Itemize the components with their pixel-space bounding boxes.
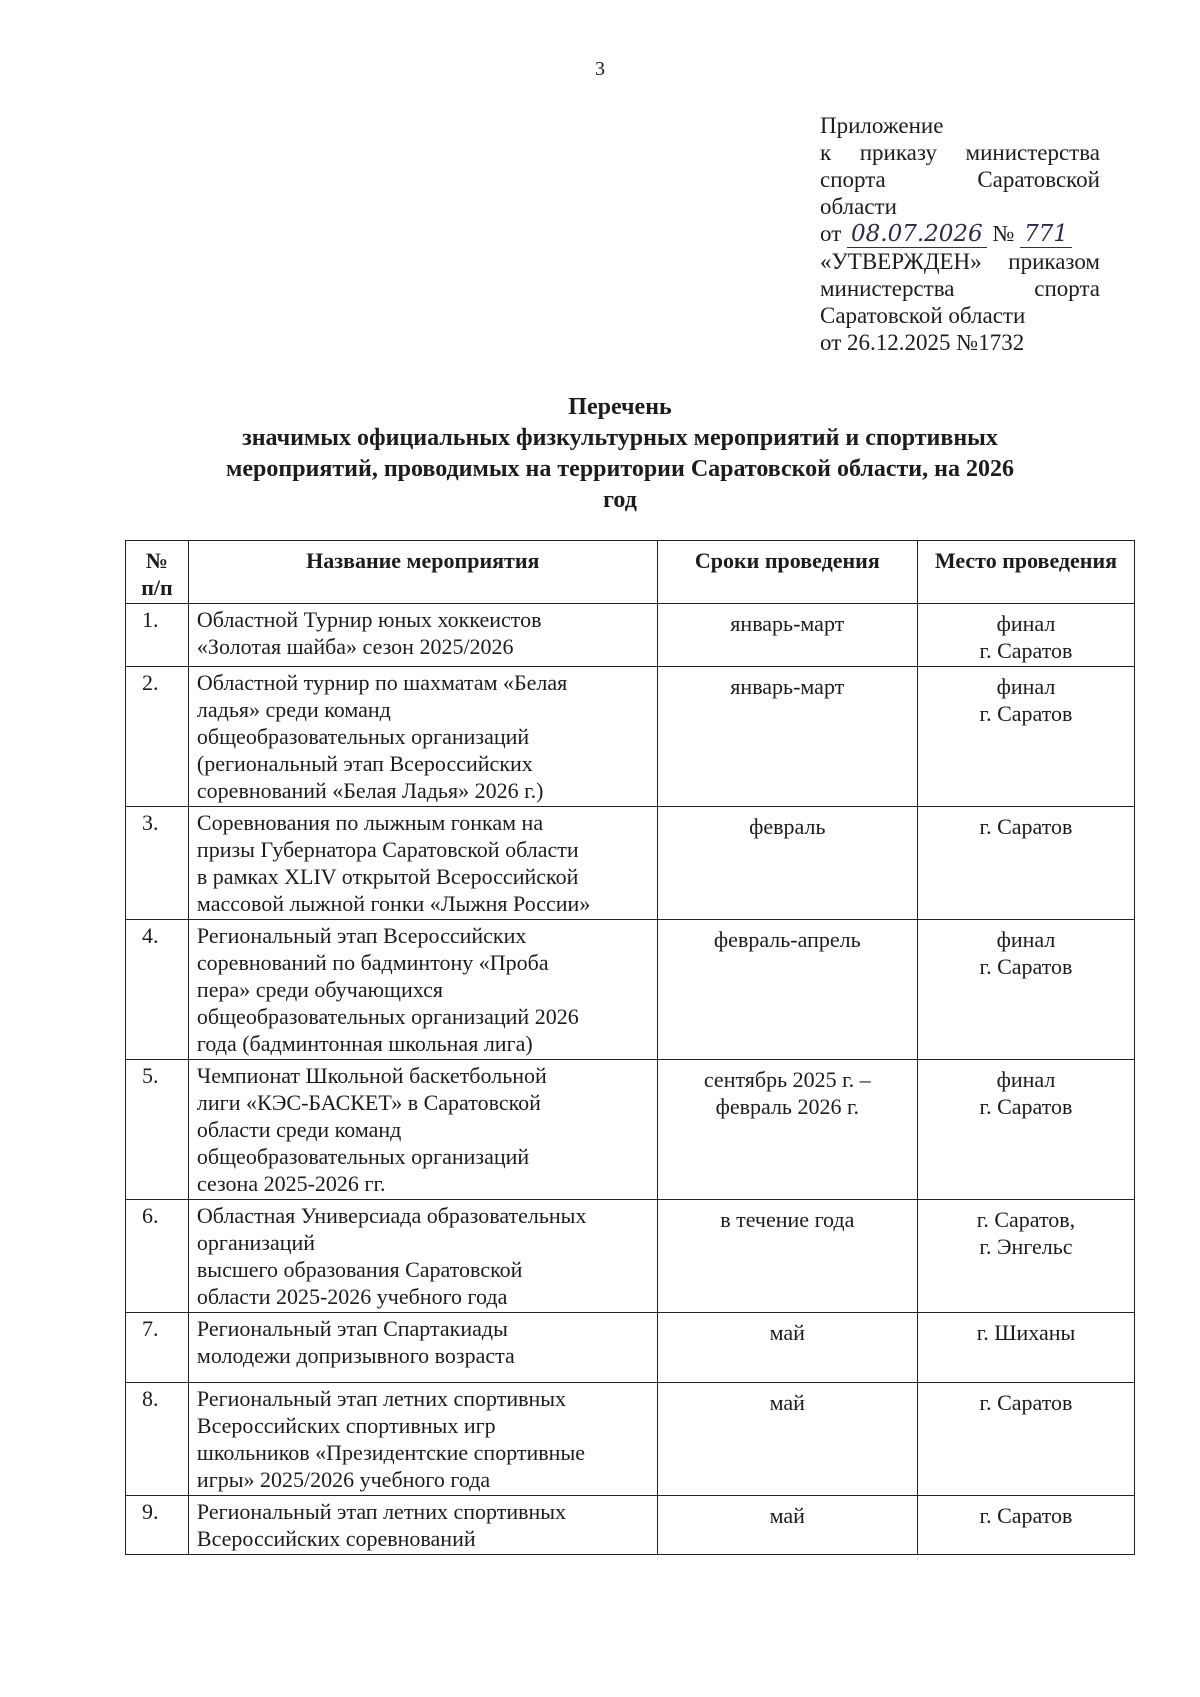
event-dates: май — [657, 1383, 917, 1496]
row-number: 3. — [126, 807, 189, 920]
event-name-line: Чемпионат Школьной баскетбольной — [196, 1063, 547, 1088]
event-place-line: г. Саратов — [979, 1503, 1073, 1528]
table-row — [126, 920, 1135, 1060]
event-name-line: соревнований по бадминтону «Проба — [196, 950, 549, 975]
event-name-line: Региональный этап летних спортивных — [196, 1386, 567, 1411]
event-name-line: общеобразовательных организаций — [196, 1144, 530, 1169]
event-name-line: года (бадминтонная школьная лига) — [196, 1031, 533, 1056]
event-name-line: соревнований «Белая Ладья» 2026 г.) — [196, 778, 544, 803]
event-place-line: г. Саратов — [979, 1094, 1073, 1119]
order-number-handwritten: 771 — [1020, 221, 1072, 248]
event-name-line: Региональный этап летних спортивных — [196, 1499, 567, 1524]
event-name-line: организаций — [196, 1230, 316, 1255]
table-row — [126, 1383, 1135, 1496]
event-name-line: игры» 2025/2026 учебного года — [196, 1467, 491, 1492]
event-name-line: Областной турнир по шахматам «Белая — [196, 670, 568, 695]
document-title — [140, 392, 1100, 516]
event-place — [917, 1060, 1134, 1200]
table-header-row — [126, 541, 1135, 604]
approved-line: «УТВЕРЖДЕН» приказом — [820, 249, 1100, 274]
event-dates: в течение года — [657, 1200, 917, 1313]
table-row — [126, 1496, 1135, 1555]
event-name-line: в рамках XLIV открытой Всероссийской — [196, 864, 579, 889]
table-body — [126, 604, 1135, 1555]
event-name-line: молодежи допризывного возраста — [196, 1343, 515, 1368]
approved-line: министерства спорта — [820, 276, 1100, 301]
event-dates: февраль-апрель — [657, 920, 917, 1060]
event-place-line: финал — [996, 674, 1056, 699]
event-name-line: Региональный этап Спартакиады — [196, 1316, 508, 1341]
row-number: 1. — [126, 604, 189, 667]
event-name-line: лиги «КЭС-БАСКЕТ» в Саратовской — [196, 1090, 541, 1115]
table-row — [126, 1200, 1135, 1313]
event-dates: январь-март — [657, 667, 917, 807]
event-name-line: области среди команд — [196, 1117, 402, 1142]
event-name-line: Региональный этап Всероссийских — [196, 923, 527, 948]
page-number: 3 — [595, 58, 605, 80]
event-name — [188, 1313, 657, 1383]
event-name-line: Областная Универсиада образовательных — [196, 1203, 587, 1228]
event-place — [917, 807, 1134, 920]
row-number: 8. — [126, 1383, 189, 1496]
event-place-line: г. Энгельс — [979, 1234, 1073, 1259]
event-name — [188, 1200, 657, 1313]
event-place — [917, 1383, 1134, 1496]
table-row — [126, 1060, 1135, 1200]
event-place-line: финал — [996, 1067, 1056, 1092]
event-dates: май — [657, 1496, 917, 1555]
event-dates: май — [657, 1313, 917, 1383]
header-place: Место проведения — [917, 541, 1134, 604]
event-name — [188, 807, 657, 920]
appendix-block — [820, 112, 1100, 356]
event-name-line: (региональный этап Всероссийских — [196, 751, 533, 776]
event-name — [188, 1060, 657, 1200]
event-name-line: общеобразовательных организаций 2026 — [196, 1004, 579, 1029]
title-line: мероприятий, проводимых на территории Саратовской области, на 2026 — [226, 456, 1014, 482]
event-name-line: общеобразовательных организаций — [196, 724, 530, 749]
table-row — [126, 604, 1135, 667]
event-place-line: финал — [996, 611, 1056, 636]
event-place — [917, 1313, 1134, 1383]
order-number-label: № — [992, 221, 1015, 246]
event-place — [917, 1200, 1134, 1313]
event-place-line: г. Саратов — [979, 814, 1073, 839]
event-name-line: пера» среди обучающихся — [196, 977, 444, 1002]
header-name: Название мероприятия — [188, 541, 657, 604]
events-table — [125, 540, 1135, 1555]
header-num: № п/п — [126, 541, 189, 604]
event-name-line: высшего образования Саратовской — [196, 1257, 523, 1282]
event-place — [917, 604, 1134, 667]
event-name-line: ладья» среди команд — [196, 697, 391, 722]
event-place — [917, 920, 1134, 1060]
table-row — [126, 1313, 1135, 1383]
event-name-line: Соревнования по лыжным гонкам на — [196, 810, 544, 835]
approved-line: Саратовской области — [820, 303, 1026, 328]
appendix-line: Приложение — [820, 113, 944, 138]
row-number: 2. — [126, 667, 189, 807]
row-number: 9. — [126, 1496, 189, 1555]
approved-line: от 26.12.2025 №1732 — [820, 330, 1025, 355]
title-line: значимых официальных физкультурных мероприятий и спортивных — [242, 425, 998, 451]
event-name-line: Всероссийских соревнований — [196, 1526, 476, 1551]
row-number: 6. — [126, 1200, 189, 1313]
event-name-line: школьников «Президентские спортивные — [196, 1440, 585, 1465]
event-place-line: финал — [996, 927, 1056, 952]
event-name-line: Всероссийских спортивных игр — [196, 1413, 496, 1438]
event-place — [917, 667, 1134, 807]
appendix-line: спорта Саратовской — [820, 167, 1100, 192]
event-name — [188, 920, 657, 1060]
event-name — [188, 1383, 657, 1496]
event-place-line: г. Саратов — [979, 701, 1073, 726]
event-name — [188, 604, 657, 667]
header-dates: Сроки проведения — [657, 541, 917, 604]
event-dates: январь-март — [657, 604, 917, 667]
event-dates: февраль — [657, 807, 917, 920]
order-reference — [820, 220, 1100, 248]
event-place-line: г. Саратов — [979, 954, 1073, 979]
event-name-line: призы Губернатора Саратовской области — [196, 837, 579, 862]
event-name-line: сезона 2025-2026 гг. — [196, 1171, 386, 1196]
event-name — [188, 1496, 657, 1555]
event-place-line: г. Шиханы — [976, 1320, 1076, 1345]
event-name — [188, 667, 657, 807]
row-number: 5. — [126, 1060, 189, 1200]
row-number: 4. — [126, 920, 189, 1060]
event-place-line: г. Саратов, — [976, 1207, 1076, 1232]
title-line: год — [603, 487, 637, 513]
row-number: 7. — [126, 1313, 189, 1383]
event-dates: сентябрь 2025 г. – февраль 2026 г. — [657, 1060, 917, 1200]
event-place — [917, 1496, 1134, 1555]
table-row — [126, 807, 1135, 920]
order-prefix: от — [820, 221, 842, 246]
title-line: Перечень — [568, 394, 672, 420]
event-name-line: «Золотая шайба» сезон 2025/2026 — [196, 634, 514, 659]
order-date-handwritten: 08.07.2026 — [847, 221, 987, 248]
appendix-line: к приказу министерства — [820, 140, 1100, 165]
event-name-line: Областной Турнир юных хоккеистов — [196, 607, 542, 632]
table-row — [126, 667, 1135, 807]
appendix-line: области — [820, 194, 897, 219]
event-place-line: г. Саратов — [979, 638, 1073, 663]
event-place-line: г. Саратов — [979, 1390, 1073, 1415]
event-name-line: области 2025-2026 учебного года — [196, 1284, 508, 1309]
event-name-line: массовой лыжной гонки «Лыжня России» — [196, 891, 591, 916]
